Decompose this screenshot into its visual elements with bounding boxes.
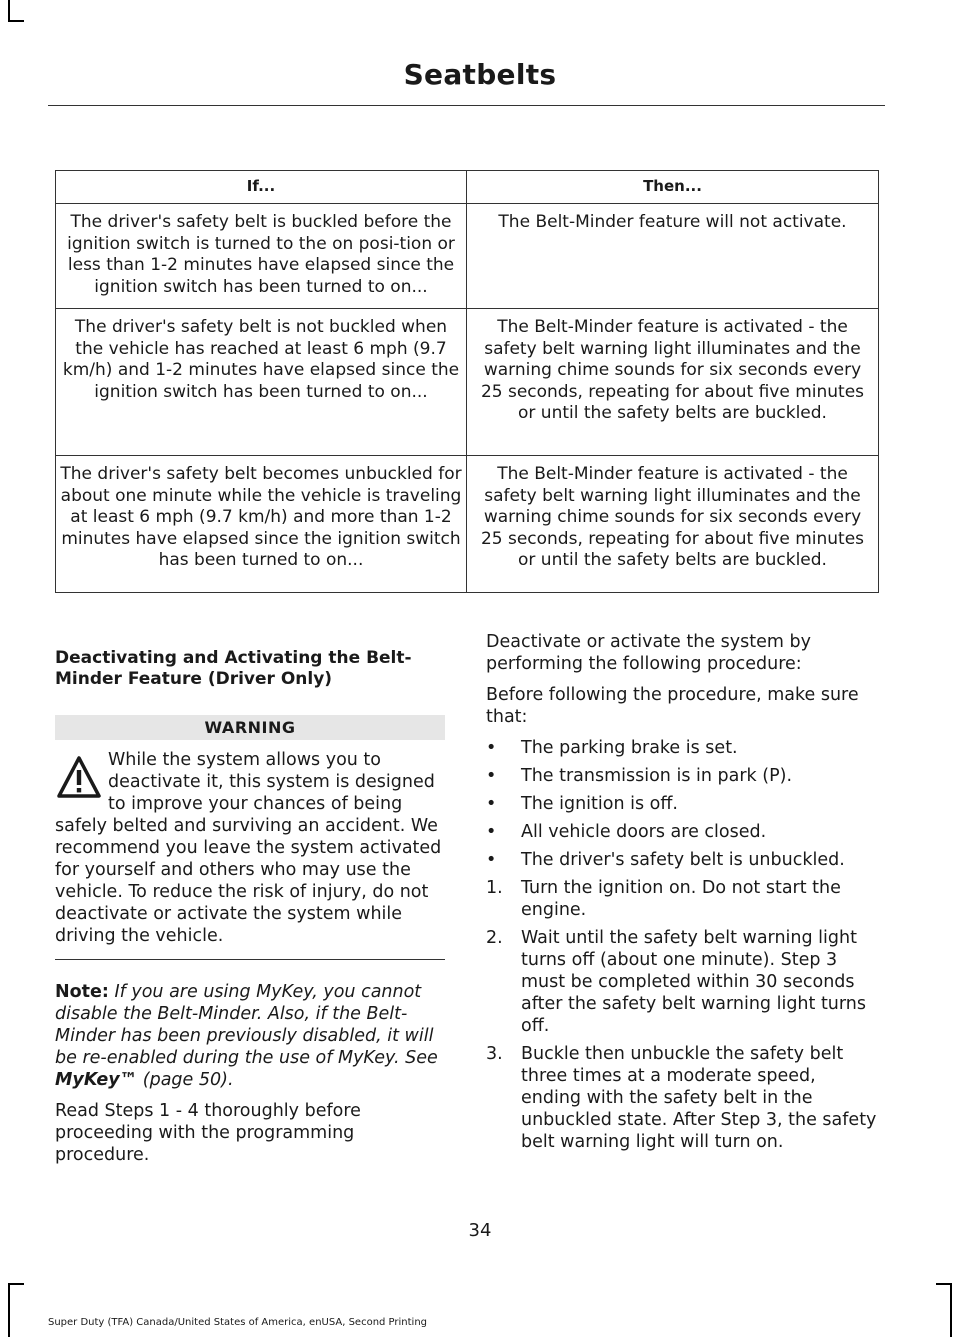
note-text: If you are using MyKey, you cannot disable the Belt-Minder. Also, if the Belt-Minder has been previously disabled, it will be re-enabled during the use of MyKey. See bbox=[55, 982, 438, 1068]
warning-label: WARNING bbox=[55, 715, 445, 740]
bullet-mark: • bbox=[486, 850, 497, 870]
table-cell-if: The driver's safety belt is not buckled when the vehicle has reached at least 6 mph (9.7 km/h) and 1-2 minutes have elapsed since the ignition switch has been turned to on... bbox=[56, 309, 467, 456]
bullet-mark: • bbox=[486, 794, 497, 814]
crop-mark bbox=[10, 20, 24, 22]
table-row bbox=[56, 309, 879, 456]
before-paragraph: Before following the procedure, make sure that: bbox=[486, 685, 859, 727]
bullet-mark: • bbox=[486, 738, 497, 758]
list-item bbox=[486, 737, 879, 759]
table-cell-if: The driver's safety belt becomes unbuckled for about one minute while the vehicle is traveling at least 6 mph (9.7 km/h) and more than 1-2 minutes have elapsed since the ignition switch has been turned to on... bbox=[56, 456, 467, 593]
list-item-text: The transmission is in park (P). bbox=[521, 766, 793, 786]
crop-mark bbox=[10, 1283, 24, 1285]
table-header-if: If... bbox=[56, 171, 467, 204]
list-item-text: The driver's safety belt is unbuckled. bbox=[521, 850, 845, 870]
footer-text: Super Duty (TFA) Canada/United States of America, enUSA, Second Printing bbox=[48, 1317, 428, 1328]
bullet-mark: • bbox=[486, 822, 497, 842]
table-header-then: Then... bbox=[467, 171, 879, 204]
table-row bbox=[56, 456, 879, 593]
step-number: 3. bbox=[486, 1044, 503, 1064]
table-cell-then: The Belt-Minder feature is activated - the safety belt warning light illuminates and the warning chime sounds for six seconds every 25 seconds, repeating for about five minutes or until the safety belts are buckled. bbox=[467, 456, 879, 593]
list-item-text: The parking brake is set. bbox=[521, 738, 738, 758]
page-number: 34 bbox=[468, 1220, 492, 1241]
step-item bbox=[486, 1043, 879, 1153]
crop-mark bbox=[950, 1283, 952, 1337]
list-item bbox=[486, 793, 879, 815]
step-text: Buckle then unbuckle the safety belt three times at a moderate speed, ending with the safety belt in the unbuckled state. After Step 3, the safety belt warning light will turn on. bbox=[521, 1044, 877, 1152]
header-divider bbox=[48, 105, 885, 106]
bullet-mark: • bbox=[486, 766, 497, 786]
crop-mark bbox=[936, 1283, 950, 1285]
list-item-text: The ignition is off. bbox=[521, 794, 678, 814]
step-text: Wait until the safety belt warning light turns off (about one minute). Step 3 must be completed within 30 seconds after the safety belt warning light turns off. bbox=[521, 928, 866, 1036]
step-text: Turn the ignition on. Do not start the engine. bbox=[521, 878, 841, 920]
belt-minder-table bbox=[55, 170, 879, 593]
warning-box bbox=[55, 749, 445, 960]
warning-divider bbox=[55, 959, 445, 960]
mykey-link[interactable]: MyKey™ bbox=[55, 1070, 138, 1090]
read-steps-paragraph: Read Steps 1 - 4 thoroughly before proceeding with the programming procedure. bbox=[55, 1101, 361, 1165]
right-column bbox=[486, 631, 879, 1159]
left-column bbox=[55, 648, 445, 1166]
section-heading: Deactivating and Activating the Belt-Minder Feature (Driver Only) bbox=[55, 648, 412, 689]
list-item-text: All vehicle doors are closed. bbox=[521, 822, 767, 842]
note-label: Note: bbox=[55, 982, 109, 1002]
table-cell-then: The Belt-Minder feature will not activate. bbox=[467, 204, 879, 309]
step-number: 1. bbox=[486, 878, 503, 898]
crop-mark bbox=[8, 0, 10, 22]
step-number: 2. bbox=[486, 928, 503, 948]
step-item bbox=[486, 927, 879, 1037]
table-header-row bbox=[56, 171, 879, 204]
list-item bbox=[486, 821, 879, 843]
crop-mark bbox=[8, 1283, 10, 1337]
warning-triangle-icon bbox=[55, 750, 103, 808]
list-item bbox=[486, 849, 879, 871]
note-page-ref: (page 50). bbox=[137, 1070, 234, 1090]
intro-paragraph: Deactivate or activate the system by performing the following procedure: bbox=[486, 632, 811, 674]
table-cell-then: The Belt-Minder feature is activated - the safety belt warning light illuminates and the warning chime sounds for six seconds every 25 seconds, repeating for about five minutes or until the safety belts are buckled. bbox=[467, 309, 879, 456]
note-paragraph bbox=[55, 981, 445, 1091]
warning-text: While the system allows you to deactivate it, this system is designed to improve your chances of being safely belted and surviving an accident. We recommend you leave the system activated for yourself and others who may use the vehicle. To reduce the risk of injury, do not deactivate or activate the system while driving the vehicle. bbox=[55, 750, 442, 946]
page-title: Seatbelts bbox=[403, 58, 557, 91]
table-row bbox=[56, 204, 879, 309]
step-item bbox=[486, 877, 879, 921]
table-cell-if: The driver's safety belt is buckled before the ignition switch is turned to the on posi-tion or less than 1-2 minutes have elapsed since the ignition switch has been turned to on... bbox=[56, 204, 467, 309]
list-item bbox=[486, 765, 879, 787]
